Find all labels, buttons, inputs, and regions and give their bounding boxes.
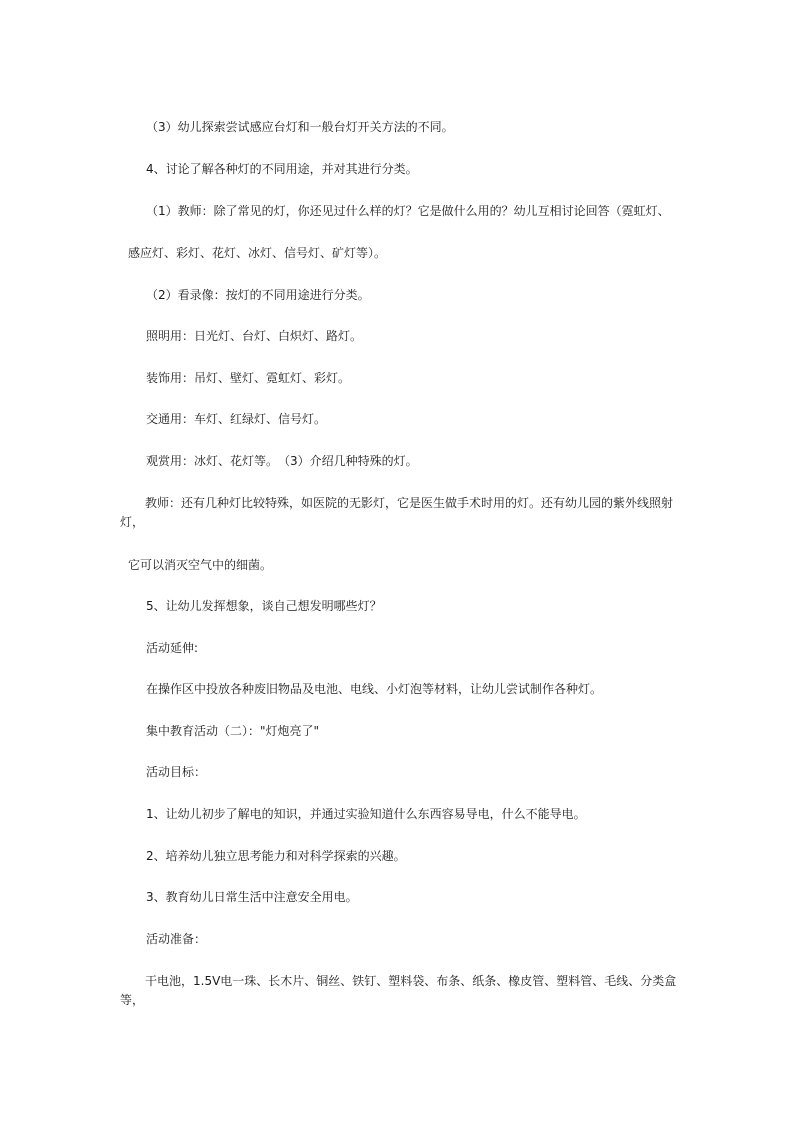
paragraph: 2、培养幼儿独立思考能力和对科学探索的兴趣。 [146,849,406,863]
paragraph-text: 教师：还有几种灯比较特殊，如医院的无影灯，它是医生做手术时用的灯。还有幼儿园的紫外线照射灯， [120,496,674,529]
paragraph: 观赏用：冰灯、花灯等。 （3）介绍几种特殊的灯。 [146,454,418,468]
paragraph: 1、让幼儿初步了解电的知识，并通过实验知道什么东西容易导电，什么不能导电。 [146,807,586,821]
paragraph [120,494,685,532]
paragraph: 装饰用：吊灯、壁灯、霓虹灯、彩灯。 [146,371,351,385]
paragraph: 4、讨论了解各种灯的不同用途，并对其进行分类。 [146,162,418,176]
paragraph: 在操作区中投放各种废旧物品及电池、电线、小灯泡等材料，让幼儿尝试制作各种灯。 [146,682,603,696]
paragraph-text: 干电池，1.5V电一珠、长木片、铜丝、铁钉、塑料袋、布条、纸条、橡皮管、塑料管、毛线、分类盒等， [120,974,677,1007]
section-label: 活动目标： [146,765,207,779]
paragraph: 5、让幼儿发挥想象，谈自己想发明哪些灯？ [146,599,382,613]
paragraph: 交通用：车灯、红绿灯、信号灯。 [146,412,327,426]
paragraph: （2）看录像：按灯的不同用途进行分类。 [146,288,370,302]
paragraph: （3）幼儿探索尝试感应台灯和一般台灯开关方法的不同。 [146,120,454,134]
section-heading: 集中教育活动（二）："灯炮亮了" [146,724,320,738]
paragraph: （1）教师：除了常见的灯，你还见过什么样的灯？它是做什么用的？幼儿互相讨论回答（霓虹灯、 [146,204,670,218]
paragraph: 3、教育幼儿日常生活中注意安全用电。 [146,890,358,904]
paragraph: 照明用：日光灯、台灯、白炽灯、路灯。 [146,329,363,343]
section-label: 活动延伸: [146,641,199,655]
paragraph: 感应灯、彩灯、花灯、冰灯、信号灯、矿灯等）。 [128,246,387,260]
paragraph [120,972,685,1010]
paragraph: 它可以消灭空气中的细菌。 [128,558,273,572]
section-label: 活动准备： [146,932,207,946]
